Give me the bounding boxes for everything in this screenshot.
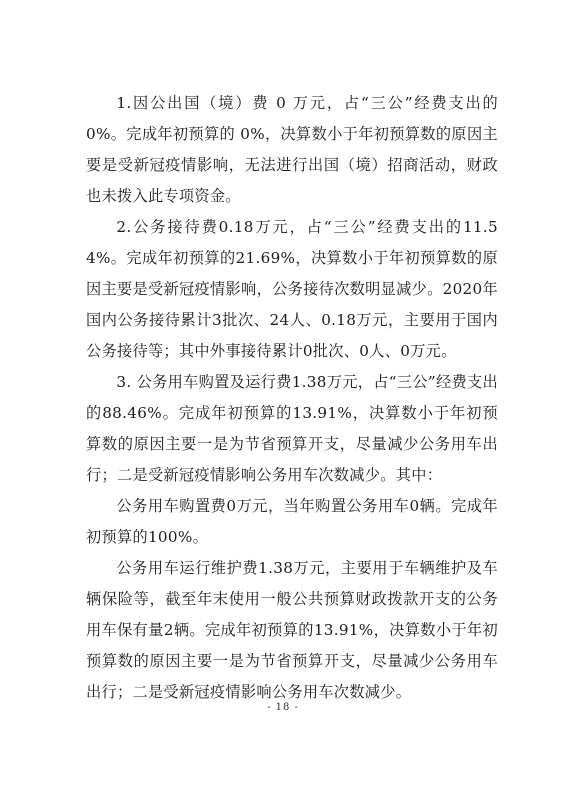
paragraph-overseas-travel: 1.因公出国（境）费 0 万元，占“三公”经费支出的 0%。完成年初预算的 0%，决算数小于年初预算数的原因主要是受新冠疫情影响，无法进行出国（境）招商活动，财政也未拨入此专项资金。 — [86, 94, 498, 205]
page-number: - 18 - — [267, 702, 299, 713]
paragraph-vehicle-maintenance: 公务用车运行维护费1.38万元，主要用于车辆维护及车辆保险等，截至年末使用一般公共预算财政拨款开支的公务用车保有量2辆。完成年初预算的13.91%，决算数小于年初预算数的原因主要一是为节省预算开支，尽量减少公务用车出行；二是受新冠疫情影响公务用车次数减少。 — [86, 559, 498, 701]
document-body — [86, 88, 498, 708]
paragraph-vehicle-costs: 3. 公务用车购置及运行费1.38万元，占“三公”经费支出的88.46%。完成年初预算的13.91%，决算数小于年初预算数的原因主要一是为节省预算开支，尽量减少公务用车出行；二是受新冠疫情影响公务用车次数减少。其中： — [86, 373, 498, 484]
paragraph-vehicle-purchase: 公务用车购置费0万元，当年购置公务用车0辆。完成年初预算的100%。 — [86, 497, 498, 546]
paragraph-official-reception: 2.公务接待费0.18万元，占“三公”经费支出的11.54%。完成年初预算的21.69%，决算数小于年初预算数的原因主要是受新冠疫情影响，公务接待次数明显减少。2020年国内公务接待累计3批次、24人、0.18万元，主要用于国内公务接待等；其中外事接待累计0批次、0人、0万元。 — [86, 218, 498, 360]
